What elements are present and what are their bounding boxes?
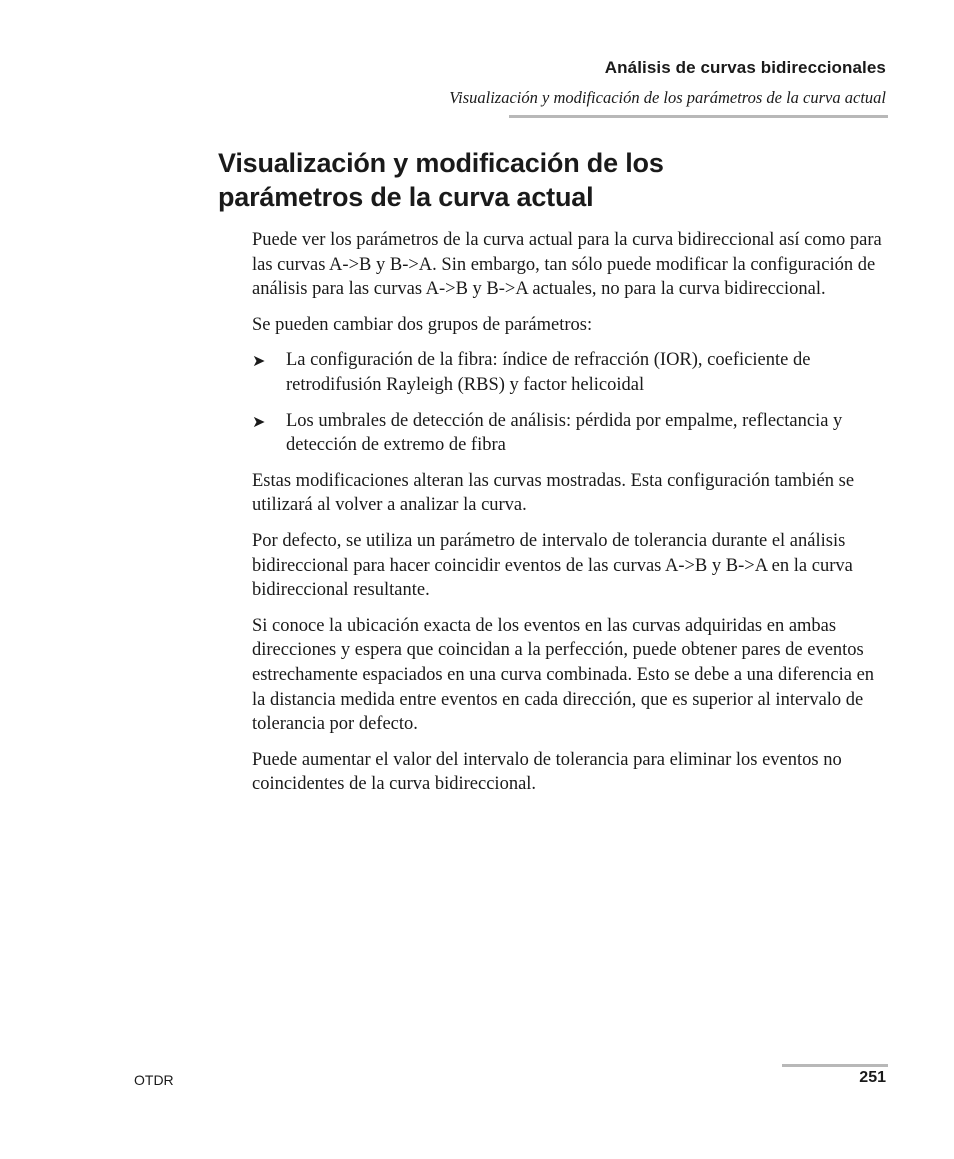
paragraph-1: Puede ver los parámetros de la curva actual para la curva bidireccional así como para las curvas A->B y B->A. Sin embargo, tan sólo puede modificar la configuración de análisis para las curvas A->B y B->A actuales, no para la curva bidireccional. xyxy=(252,230,882,300)
header-rule xyxy=(509,115,888,118)
list-item xyxy=(252,409,888,458)
paragraph-5: Si conoce la ubicación exacta de los eventos en las curvas adquiridas en ambas direcciones y espera que coincidan a la perfección, puede obtener pares de eventos estrechamente espaciados en una curva combinada. Esto se debe a una diferencia en la distancia medida entre eventos en cada dirección, que es superior al intervalo de tolerancia por defecto. xyxy=(252,615,875,735)
list-item-text: La configuración de la fibra: índice de refracción (IOR), coeficiente de retrodifusión Rayleigh (RBS) y factor helicoidal xyxy=(286,350,811,395)
paragraph-2: Se pueden cambiar dos grupos de parámetros: xyxy=(252,314,593,335)
page-title xyxy=(218,146,858,214)
paragraph-4: Por defecto, se utiliza un parámetro de intervalo de tolerancia durante el análisis bidireccional para hacer coincidir eventos de las curvas A->B y B->A en la curva bidireccional resultante. xyxy=(252,530,853,601)
body-text xyxy=(252,228,888,808)
running-header-chapter: Análisis de curvas bidireccionales xyxy=(604,58,886,77)
page-title-line-1: Visualización y modificación de los xyxy=(218,148,664,178)
running-header-section: Visualización y modificación de los parámetros de la curva actual xyxy=(449,88,886,107)
footer-rule xyxy=(782,1064,888,1067)
bullet-list xyxy=(252,348,888,457)
arrowhead-bullet-icon: ➤ xyxy=(252,351,266,371)
arrowhead-bullet-icon: ➤ xyxy=(252,411,266,431)
page-title-line-2: parámetros de la curva actual xyxy=(218,182,594,212)
list-item-text: Los umbrales de detección de análisis: pérdida por empalme, reflectancia y detección de extremo de fibra xyxy=(286,410,843,456)
footer-product-name: OTDR xyxy=(134,1072,174,1088)
paragraph-3: Estas modificaciones alteran las curvas mostradas. Esta configuración también se utilizará al volver a analizar la curva. xyxy=(252,470,855,516)
paragraph-6: Puede aumentar el valor del intervalo de tolerancia para eliminar los eventos no coincidentes de la curva bidireccional. xyxy=(252,749,842,795)
list-item xyxy=(252,348,888,397)
page-number: 251 xyxy=(859,1069,886,1086)
